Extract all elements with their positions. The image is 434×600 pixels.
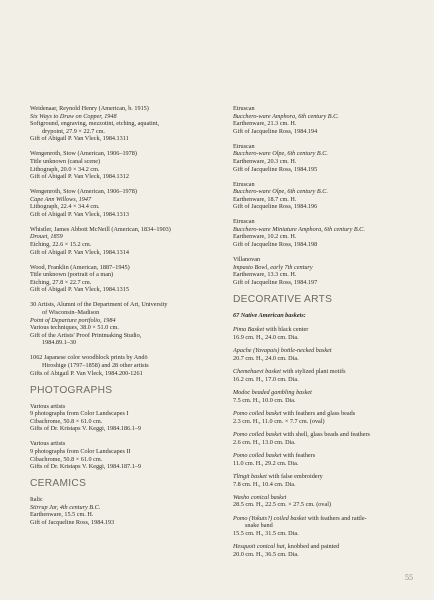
basket-title: Washo conical basket [233, 493, 287, 501]
artist-line-cont: of Wisconsin–Madison [42, 309, 100, 317]
basket-dims: 20.7 cm. H., 24.0 cm. Dia. [233, 354, 299, 362]
work-title: Cape Ann Willows, 1947 [30, 195, 92, 203]
medium-line: Earthenware, 10.2 cm. H. [233, 233, 297, 241]
catalog-entry [30, 105, 226, 143]
artist-line: 1062 Japanese color woodblock prints by Andō [30, 354, 148, 362]
credit-line: Gift of Jacqueline Ross, 1984.197 [233, 278, 318, 286]
catalog-entry [30, 301, 226, 347]
basket-entry [233, 326, 415, 341]
left-column [30, 105, 226, 534]
medium-line: Various techniques, 38.0 × 51.0 cm. [30, 324, 119, 332]
credit-line: Gift of Abigail P. Van Vleck, 1984.1315 [30, 286, 129, 294]
basket-title: Pomo coiled basket [233, 430, 282, 438]
catalog-entry [30, 264, 226, 294]
medium-line: Etching, 27.8 × 22.7 cm. [30, 278, 92, 286]
basket-entry [233, 368, 415, 383]
catalog-entry [30, 440, 226, 470]
basket-desc: with stylized plant motifs [280, 367, 346, 375]
catalog-entry [30, 150, 226, 180]
basket-dims: 11.0 cm. H., 29.2 cm. Dia. [233, 459, 299, 467]
basket-entry [233, 543, 415, 558]
basket-dims: 2.6 cm. H., 13.0 cm. Dia. [233, 438, 296, 446]
basket-dims: 7.8 cm. H., 10.4 cm. Dia. [233, 480, 296, 488]
medium-line: Earthenware, 20.3 cm. H. [233, 157, 297, 165]
catalog-entry [233, 218, 415, 248]
page-number: 55 [405, 573, 413, 582]
work-title: 9 photographs from Color Landscapes I [30, 410, 129, 418]
credit-line: Gift of the Artists' Proof Printmaking Studio, [30, 331, 142, 339]
medium-line: Earthenware, 18.7 cm. H. [233, 195, 297, 203]
work-title: Bucchero-ware Amphora, 6th century B.C. [233, 112, 339, 120]
medium-line: Earthenware, 13.3 cm. H. [233, 271, 297, 279]
credit-line: Gift of Jacqueline Ross, 1984.198 [233, 241, 318, 249]
work-title: Title unknown (canal scene) [30, 157, 101, 165]
basket-entry [233, 494, 415, 509]
basket-dims: 7.5 cm. H., 10.0 cm. Dia. [233, 396, 296, 404]
culture-line: Etruscan [233, 142, 255, 150]
basket-desc: with black center [264, 326, 309, 334]
medium-line: Cibachrome, 50.8 × 61.0 cm. [30, 455, 103, 463]
medium-line: Lithograph, 22.4 × 34.4 cm. [30, 203, 100, 211]
artist-line-cont: Hiroshige (1797–1858) and 28 other artists [42, 361, 149, 369]
basket-desc: with feathers [281, 451, 316, 459]
basket-title: Modoc beaded gambling basket [233, 388, 312, 396]
credit-line-cont: 1984.89.1–30 [42, 339, 77, 347]
medium-line-cont: drypoint, 27.9 × 22.7 cm. [42, 127, 105, 135]
basket-dims: 2.3 cm. H., 11.0 cm. × 7.7 cm. (oval) [233, 417, 325, 425]
basket-title: Chemehuevi basket [233, 367, 281, 375]
culture-line: Etruscan [233, 180, 255, 188]
basket-title: Pima Basket [233, 326, 265, 334]
artist-line: Wengenroth, Stow (American, 1906–1978) [30, 188, 137, 196]
decorative-arts-heading: DECORATIVE ARTS [233, 293, 333, 305]
artist-line: Various artists [30, 440, 66, 448]
medium-line: Earthenware, 21.3 cm. H. [233, 120, 297, 128]
basket-entry [233, 347, 415, 362]
catalog-entry [30, 354, 226, 377]
basket-dims: 20.0 cm. H., 36.5 cm. Dia. [233, 551, 299, 559]
basket-desc: with shell, glass beads and feathers [281, 430, 370, 438]
catalog-entry [233, 143, 415, 173]
basket-desc: with false embroidery [266, 472, 323, 480]
artist-line: Wood, Franklin (American, 1887–1945) [30, 263, 130, 271]
basket-title: Pomo coiled basket [233, 451, 282, 459]
catalog-entry [30, 226, 226, 256]
culture-line: Etruscan [233, 105, 255, 112]
credit-line: Gift of Jacqueline Ross, 1984.194 [233, 127, 318, 135]
medium-line: Etching, 22.6 × 15.2 cm. [30, 241, 92, 249]
photographs-heading: PHOTOGRAPHS [30, 384, 113, 396]
right-column [233, 105, 415, 564]
work-title: Bucchero-ware Olpe, 6th century B.C. [233, 150, 328, 158]
basket-entry [233, 452, 415, 467]
catalog-entry [233, 181, 415, 211]
credit-line: Gift of Abigail P. Van Vleck, 1984.1311 [30, 135, 129, 143]
basket-entry [233, 389, 415, 404]
basket-dims: 15.5 cm. H., 31.5 cm. Dia. [233, 530, 299, 538]
work-title: Bucchero-ware Miniature Amphora, 6th century B.C. [233, 225, 365, 233]
work-title: Stirrup Jar, 4th century B.C. [30, 503, 101, 511]
medium-line: Softground, engraving, mezzotint, etching, aquatint, [30, 120, 160, 128]
medium-line: Earthenware, 15.5 cm. H. [30, 511, 94, 519]
culture-line: Etruscan [233, 218, 255, 226]
basket-title: Pomo coiled basket [233, 409, 282, 417]
credit-line: Gift of Abigail P. Van Vleck, 1984.1312 [30, 173, 129, 181]
culture-line: Italic [30, 496, 43, 504]
basket-title: Hesquoit conical hat [233, 543, 285, 551]
credit-line: Gift of Jacqueline Ross, 1984.195 [233, 165, 318, 173]
credit-line: Gifts of Abigail P. Van Vleck, 1984.200-1261 [30, 369, 143, 377]
basket-desc-cont: snake band [245, 522, 273, 530]
work-title: Title unknown (portrait of a man) [30, 271, 114, 279]
work-title: Impasto Bowl, early 7th century [233, 263, 313, 271]
credit-line: Gifts of Dr. Kristaps V. Keggi, 1984.186.1–9 [30, 425, 141, 433]
ceramics-heading: CERAMICS [30, 478, 87, 490]
culture-line: Villanovan [233, 256, 261, 264]
catalog-entry [30, 496, 226, 526]
catalog-entry [233, 256, 415, 286]
credit-line: Gift of Abigail P. Van Vleck, 1984.1314 [30, 248, 129, 256]
basket-desc: with feathers and glass beads [281, 409, 356, 417]
artist-line: Weidenaar, Reynold Henry (American, b. 1915) [30, 105, 149, 112]
medium-line: Lithograph, 20.0 × 34.2 cm. [30, 165, 100, 173]
credit-line: Gifts of Dr. Kristaps V. Keggi, 1984.187.1–9 [30, 463, 141, 471]
work-title: Drouet, 1859 [30, 233, 63, 241]
artist-line: Whistler, James Abbott McNeill (American, 1834–1903) [30, 225, 171, 233]
basket-entry [233, 473, 415, 488]
basket-dims: 28.5 cm. H., 22.5 cm. × 27.5 cm. (oval) [233, 501, 332, 509]
work-title: 9 photographs from Color Landscapes II [30, 447, 131, 455]
work-title: Bucchero-ware Olpe, 6th century B.C. [233, 188, 328, 196]
work-title: Point of Departure portfolio, 1984 [30, 316, 116, 324]
artist-line: Wengenroth, Stow (American, 1906–1978) [30, 150, 137, 158]
credit-line: Gift of Jacqueline Ross, 1984.193 [30, 518, 115, 526]
basket-title: Tlingit basket [233, 472, 267, 480]
basket-title: Apache (Yavapais) bottle-necked basket [233, 347, 332, 354]
medium-line: Cibachrome, 50.8 × 61.0 cm. [30, 417, 103, 425]
basket-entry [233, 431, 415, 446]
credit-line: Gift of Jacqueline Ross, 1984.196 [233, 203, 318, 211]
basket-dims: 16.9 cm. H., 24.0 cm. Dia. [233, 333, 299, 341]
basket-title: Pomo (Yokuts?) coiled basket [233, 514, 307, 522]
basket-dims: 16.2 cm. H., 17.0 cm. Dia. [233, 375, 299, 383]
work-title: Six Ways to Draw on Copper, 1948 [30, 112, 117, 120]
basket-entry [233, 515, 415, 538]
catalog-entry [30, 188, 226, 218]
catalog-entry [30, 403, 226, 433]
baskets-subhead: 67 Native American baskets: [233, 311, 306, 319]
basket-desc: , knobbed and painted [284, 543, 340, 551]
credit-line: Gift of Abigail P. Van Vleck, 1984.1313 [30, 210, 129, 218]
basket-entry [233, 410, 415, 425]
basket-desc: with feathers and rattle- [306, 514, 367, 522]
catalog-entry [233, 105, 415, 135]
artist-line: Various artists [30, 402, 66, 410]
artist-line: 30 Artists, Alumni of the Department of Art, University [30, 301, 168, 309]
